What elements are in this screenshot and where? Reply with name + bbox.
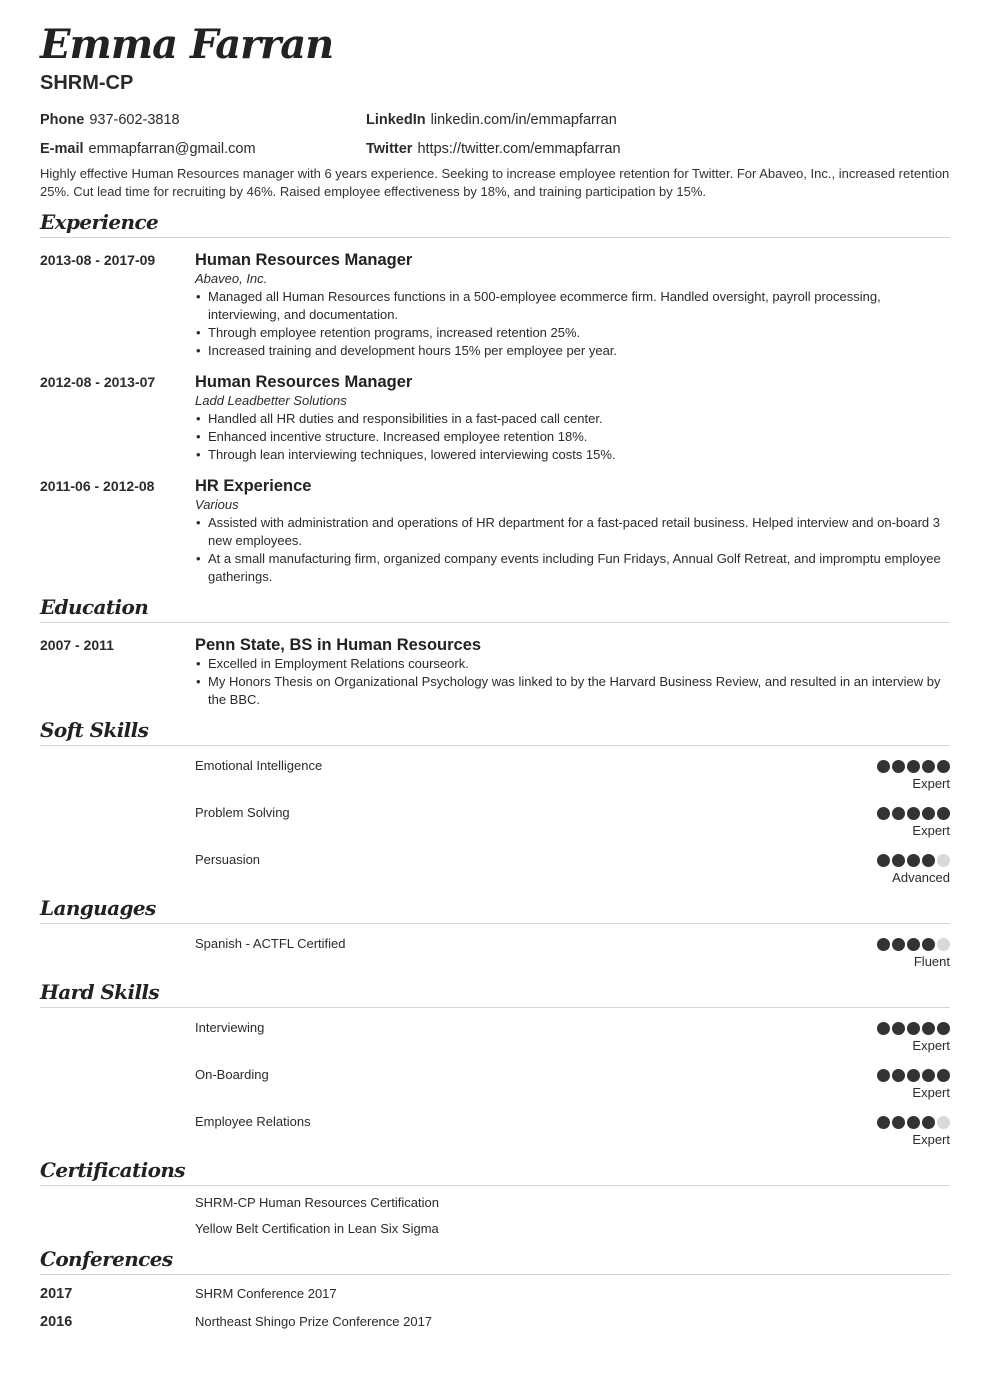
candidate-subtitle: SHRM-CP [40, 72, 134, 94]
experience-entry [40, 372, 950, 464]
rating-dot-filled [907, 807, 920, 820]
entry-org: Ladd Leadbetter Solutions [195, 393, 347, 408]
entry-org: Various [195, 497, 239, 512]
rating-dots [830, 760, 950, 773]
certification-item: SHRM-CP Human Resources Certification [195, 1195, 439, 1210]
section-title-languages: Languages [40, 895, 950, 924]
rating-dot-filled [907, 1022, 920, 1035]
summary: Highly effective Human Resources manager with 6 years experience. Seeking to increase employee retention for Twitter. For Abaveo, Inc., increased retention 25%. Cut lead time for recruiting by 46%. Raised employee effectiveness by 18%, and training participation by 15%. [40, 166, 950, 199]
skill-row [195, 1019, 950, 1055]
rating-dot-filled [922, 807, 935, 820]
entry-date: 2011-06 - 2012-08 [40, 478, 155, 494]
rating-dot-filled [922, 854, 935, 867]
bullet: • Managed all Human Resources functions in a 500-employee ecommerce firm. Handled oversight, payroll processing, interviewing, and documentation. [195, 288, 950, 324]
bullet: • Through employee retention programs, increased retention 25%. [195, 324, 950, 342]
rating-dot-filled [937, 1069, 950, 1082]
skill-row [195, 804, 950, 840]
entry-role: HR Experience [195, 477, 312, 495]
rating-dot-filled [877, 938, 890, 951]
entry-role: Penn State, BS in Human Resources [195, 636, 482, 654]
rating-dot-filled [892, 807, 905, 820]
certification-item: Yellow Belt Certification in Lean Six Sigma [195, 1221, 439, 1236]
rating-dot-empty [937, 938, 950, 951]
section-title-certifications: Certifications [40, 1157, 950, 1186]
bullet: • My Honors Thesis on Organizational Psychology was linked to by the Harvard Business Review, and resulted in an interview by the BBC. [195, 673, 950, 709]
rating-dot-filled [922, 760, 935, 773]
entry-bullets [195, 288, 950, 360]
conference-year: 2016 [40, 1314, 73, 1330]
contact-label: E-mail [40, 141, 84, 157]
rating-dot-filled [892, 760, 905, 773]
section-title-conferences: Conferences [40, 1246, 950, 1275]
conference-title: Northeast Shingo Prize Conference 2017 [195, 1314, 433, 1329]
conference-title: SHRM Conference 2017 [195, 1286, 337, 1301]
bullet: • Through lean interviewing techniques, lowered interviewing costs 15%. [195, 446, 950, 464]
section-title-soft-skills: Soft Skills [40, 717, 950, 746]
skill-name: Persuasion [195, 852, 261, 867]
bullet: • Assisted with administration and operations of HR department for a fast-paced retail business. Helped interview and on-board 3 new employees. [195, 514, 950, 550]
rating-dot-filled [937, 1022, 950, 1035]
contact-label: Twitter [366, 141, 413, 157]
rating-dot-filled [877, 854, 890, 867]
rating-dots [830, 1116, 950, 1129]
rating-dots [830, 1069, 950, 1082]
skill-row [195, 851, 950, 887]
section-title-experience: Experience [40, 209, 950, 238]
contact-value: linkedin.com/in/emmapfarran [430, 112, 617, 128]
entry-date: 2012-08 - 2013-07 [40, 374, 156, 390]
skill-name: Interviewing [195, 1020, 265, 1035]
contact-linkedin [366, 110, 950, 130]
entry-org: Abaveo, Inc. [195, 271, 268, 286]
section-title-education: Education [40, 594, 950, 623]
language-name: Spanish - ACTFL Certified [195, 936, 346, 951]
skill-level: Expert [912, 776, 950, 791]
language-row [195, 935, 950, 971]
rating-dot-filled [877, 807, 890, 820]
rating-dot-filled [907, 760, 920, 773]
skill-row [195, 1066, 950, 1102]
rating-dot-filled [937, 807, 950, 820]
candidate-name: Emma Farran [40, 21, 334, 68]
contact-grid [40, 110, 950, 159]
skill-row [195, 757, 950, 793]
rating-dot-filled [892, 854, 905, 867]
skill-name: Problem Solving [195, 805, 290, 820]
contact-phone [40, 110, 366, 130]
rating-dot-filled [937, 760, 950, 773]
contact-value: emmapfarran@gmail.com [88, 141, 256, 157]
experience-entry [40, 476, 950, 586]
skill-level: Advanced [892, 870, 950, 885]
entry-bullets [195, 514, 950, 586]
rating-dot-filled [877, 760, 890, 773]
skill-name: Employee Relations [195, 1114, 311, 1129]
rating-dot-filled [892, 1069, 905, 1082]
rating-dots [830, 1022, 950, 1035]
rating-dot-filled [907, 1069, 920, 1082]
skill-row [195, 1113, 950, 1149]
bullet: • At a small manufacturing firm, organized company events including Fun Fridays, Annual Golf Retreat, and impromptu employee gatherings. [195, 550, 950, 586]
resume-page [40, 22, 950, 1331]
rating-dot-filled [907, 854, 920, 867]
rating-dots [830, 938, 950, 951]
skill-level: Expert [912, 823, 950, 838]
entry-bullets [195, 410, 950, 464]
rating-dot-filled [892, 1116, 905, 1129]
contact-value: https://twitter.com/emmapfarran [417, 141, 621, 157]
rating-dot-filled [877, 1022, 890, 1035]
skill-level: Expert [912, 1132, 950, 1147]
rating-dots [830, 854, 950, 867]
rating-dot-filled [907, 1116, 920, 1129]
rating-dot-filled [877, 1116, 890, 1129]
rating-dot-empty [937, 854, 950, 867]
conference-item [40, 1313, 950, 1331]
entry-bullets [195, 655, 950, 709]
conference-year: 2017 [40, 1286, 73, 1302]
rating-dots [830, 807, 950, 820]
rating-dot-empty [937, 1116, 950, 1129]
rating-dot-filled [922, 1069, 935, 1082]
rating-dot-filled [922, 1116, 935, 1129]
skill-name: Emotional Intelligence [195, 758, 323, 773]
entry-role: Human Resources Manager [195, 373, 413, 391]
rating-dot-filled [922, 1022, 935, 1035]
rating-dot-filled [922, 938, 935, 951]
bullet: • Excelled in Employment Relations courseork. [195, 655, 950, 673]
entry-date: 2013-08 - 2017-09 [40, 252, 156, 268]
contact-twitter [366, 139, 950, 159]
entry-date: 2007 - 2011 [40, 637, 114, 653]
contact-label: LinkedIn [366, 112, 426, 128]
skill-level: Expert [912, 1085, 950, 1100]
contact-label: Phone [40, 112, 85, 128]
bullet: • Increased training and development hours 15% per employee per year. [195, 342, 950, 360]
entry-role: Human Resources Manager [195, 251, 413, 269]
rating-dot-filled [907, 938, 920, 951]
skill-level: Expert [912, 1038, 950, 1053]
bullet: • Handled all HR duties and responsibilities in a fast-paced call center. [195, 410, 950, 428]
bullet: • Enhanced incentive structure. Increased employee retention 18%. [195, 428, 950, 446]
rating-dot-filled [877, 1069, 890, 1082]
contact-email [40, 139, 366, 159]
experience-entry [40, 250, 950, 360]
skill-name: On-Boarding [195, 1067, 269, 1082]
section-title-hard-skills: Hard Skills [40, 979, 950, 1008]
language-level: Fluent [913, 954, 950, 969]
rating-dot-filled [892, 938, 905, 951]
rating-dot-filled [892, 1022, 905, 1035]
contact-value: 937-602-3818 [89, 112, 180, 128]
education-entry [40, 635, 950, 709]
conference-item [40, 1285, 950, 1303]
